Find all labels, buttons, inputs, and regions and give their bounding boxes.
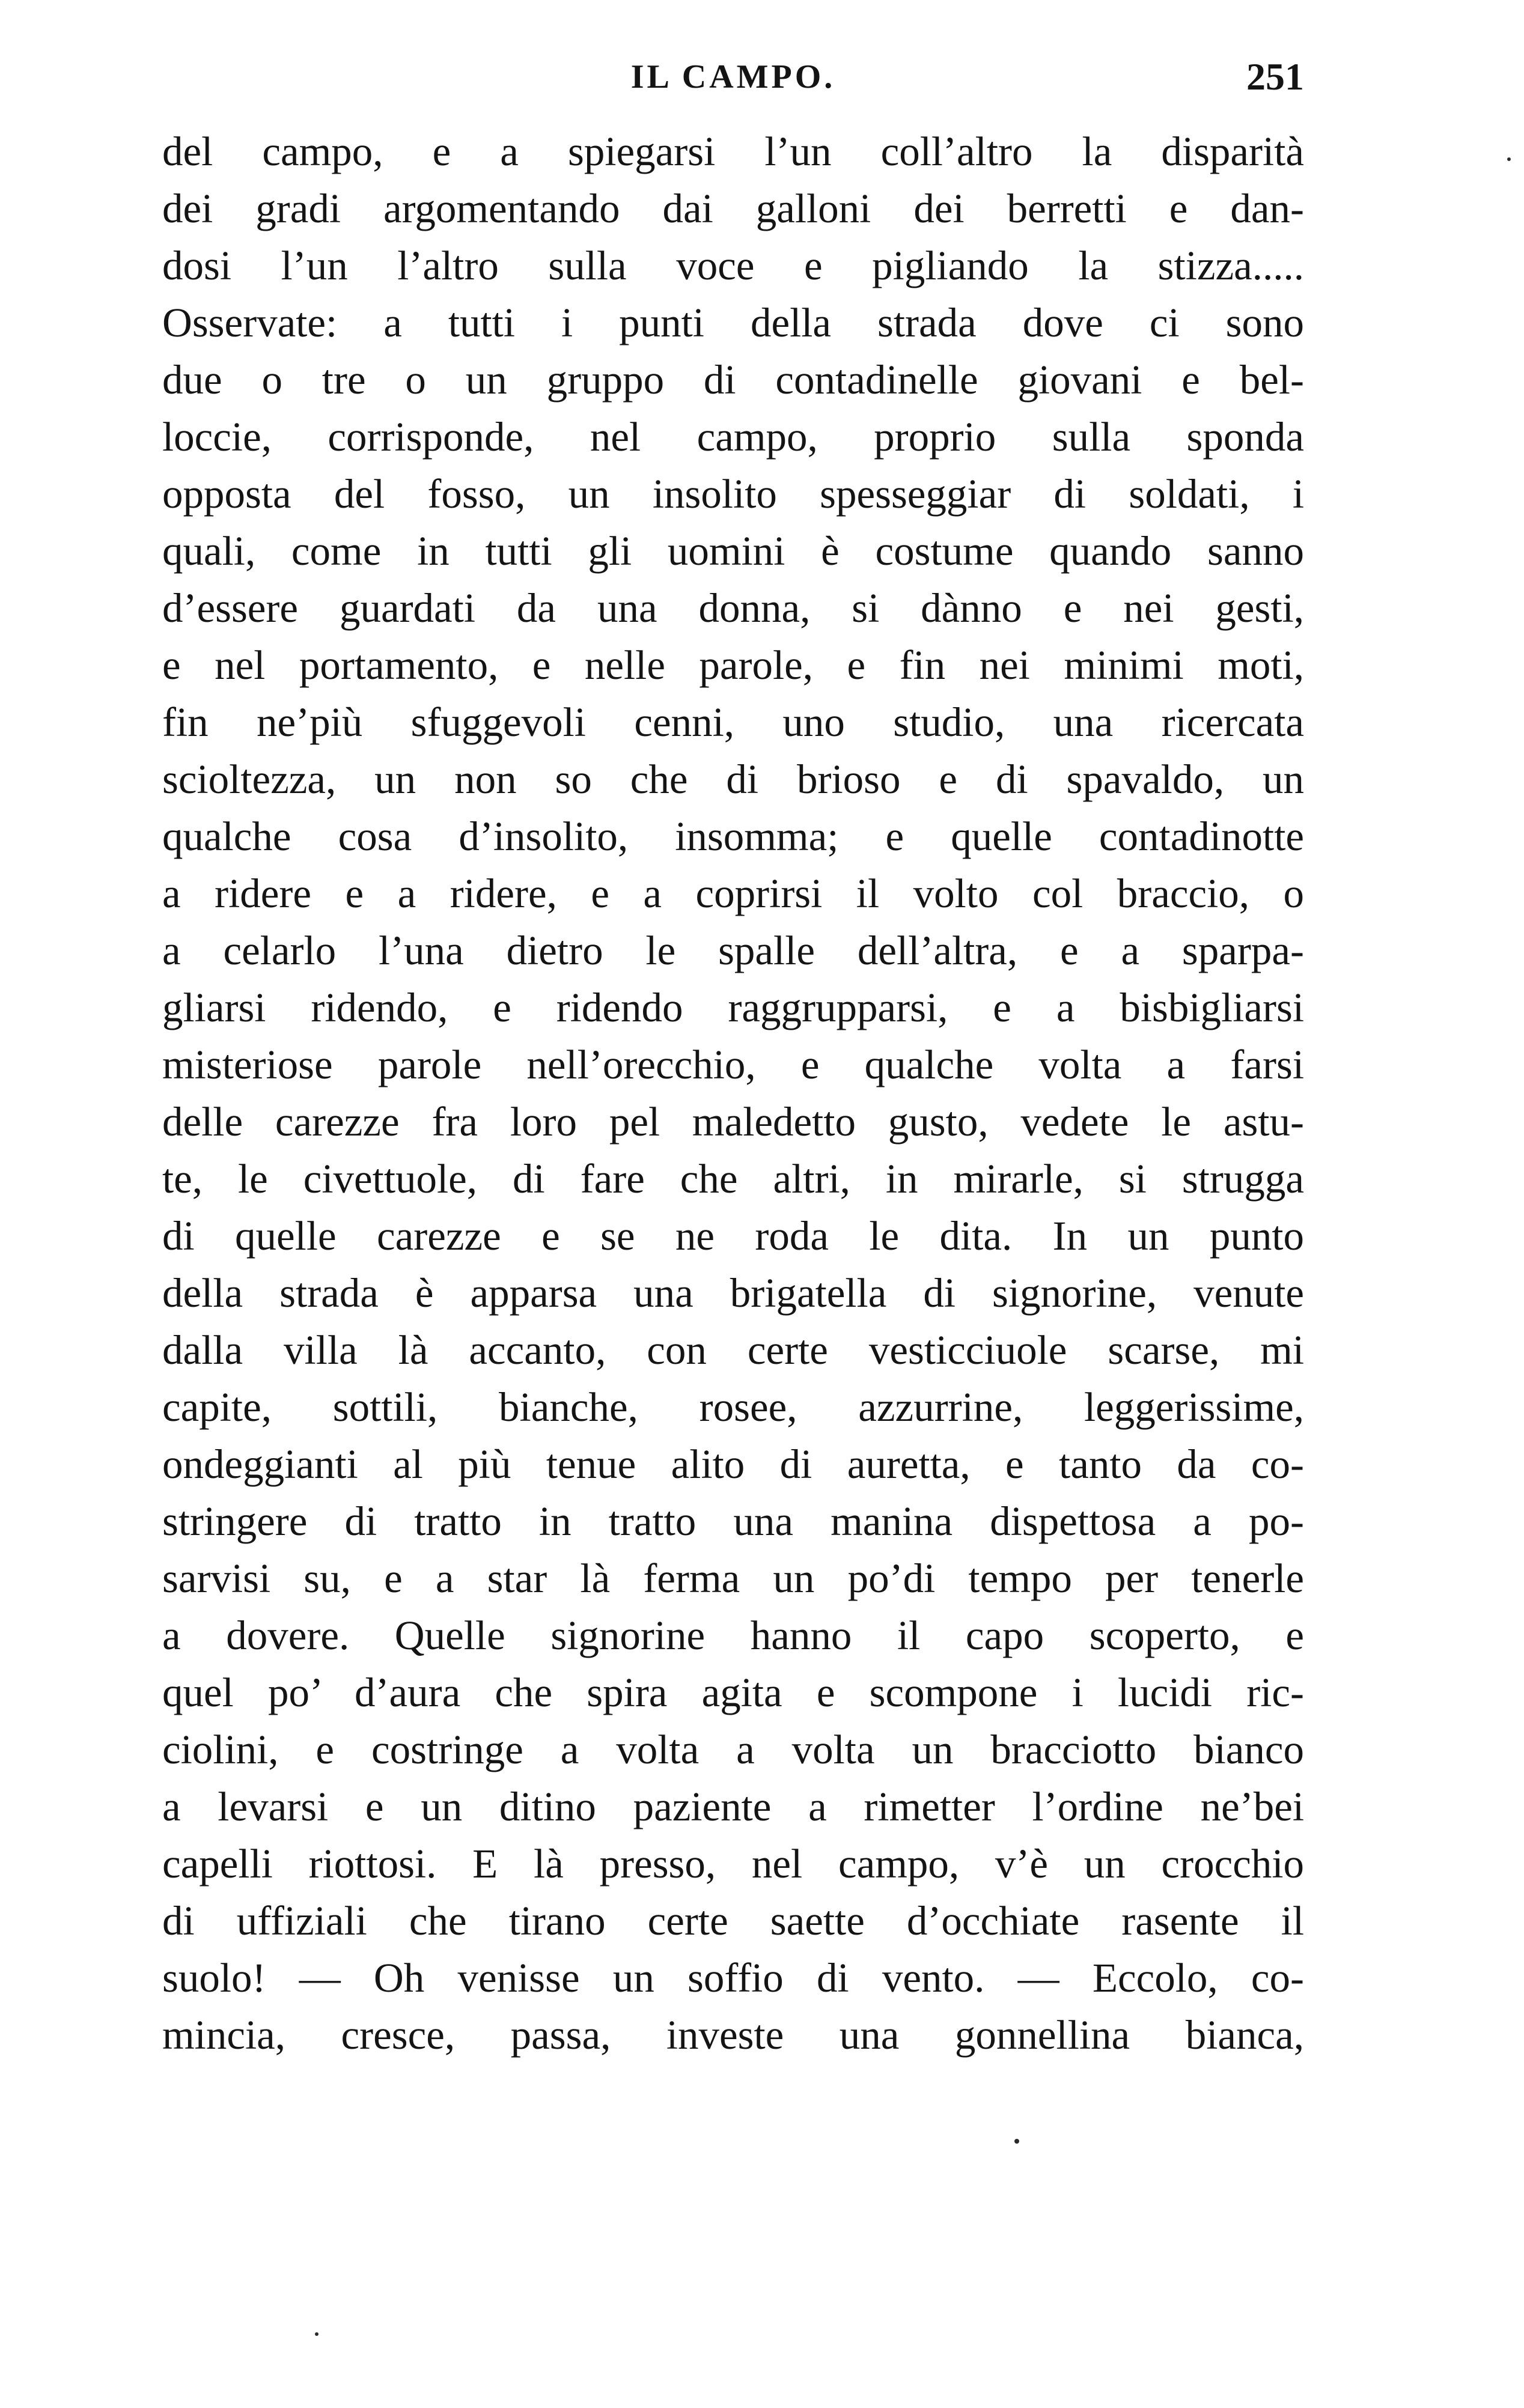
- running-head: [162, 53, 1304, 101]
- scan-speck: [1507, 157, 1511, 161]
- text-line: capelli riottosi. E là presso, nel campo, v’è un crocchio: [162, 1841, 1304, 1887]
- text-line: ondeggianti al più tenue alito di auretta, e tanto da co-: [162, 1441, 1304, 1487]
- scan-speck: [1014, 2139, 1019, 2144]
- text-line: a levarsi e un ditino paziente a rimetter l’ordine ne’bei: [162, 1784, 1304, 1829]
- text-line: loccie, corrisponde, nel campo, proprio sulla sponda: [162, 414, 1304, 460]
- text-line: delle carezze fra loro pel maledetto gusto, vedete le astu-: [162, 1099, 1304, 1145]
- text-line: dosi l’un l’altro sulla voce e pigliando la stizza.....: [162, 243, 1304, 288]
- text-line: di quelle carezze e se ne roda le dita. In un punto: [162, 1213, 1304, 1259]
- text-line: capite, sottili, bianche, rosee, azzurrine, leggerissime,: [162, 1384, 1304, 1430]
- text-line: gliarsi ridendo, e ridendo raggrupparsi, e a bisbigliarsi: [162, 985, 1304, 1030]
- text-line: quel po’ d’aura che spira agita e scompone i lucidi ric-: [162, 1670, 1304, 1715]
- text-line: stringere di tratto in tratto una manina dispettosa a po-: [162, 1498, 1304, 1544]
- scan-speck: [315, 2332, 319, 2336]
- text-line: e nel portamento, e nelle parole, e fin nei minimi moti,: [162, 642, 1304, 688]
- text-line: suolo! — Oh venisse un soffio di vento. — Eccolo, co-: [162, 1955, 1304, 2001]
- text-line: ciolini, e costringe a volta a volta un bracciotto bianco: [162, 1727, 1304, 1772]
- text-line: scioltezza, un non so che di brioso e di spavaldo, un: [162, 756, 1304, 802]
- text-line: due o tre o un gruppo di contadinelle giovani e bel-: [162, 357, 1304, 403]
- text-line: a dovere. Quelle signorine hanno il capo scoperto, e: [162, 1613, 1304, 1658]
- text-line: della strada è apparsa una brigatella di signorine, venute: [162, 1270, 1304, 1316]
- text-line: fin ne’più sfuggevoli cenni, uno studio, una ricercata: [162, 699, 1304, 745]
- text-line: mincia, cresce, passa, investe una gonnellina bianca,: [162, 2012, 1304, 2058]
- text-line: sarvisi su, e a star là ferma un po’di tempo per tenerle: [162, 1555, 1304, 1601]
- text-line: del campo, e a spiegarsi l’un coll’altro la disparità: [162, 129, 1304, 174]
- text-line: quali, come in tutti gli uomini è costume quando sanno: [162, 528, 1304, 574]
- text-line: opposta del fosso, un insolito spesseggiar di soldati, i: [162, 471, 1304, 517]
- text-line: te, le civettuole, di fare che altri, in mirarle, si strugga: [162, 1156, 1304, 1202]
- text-line: Osservate: a tutti i punti della strada dove ci sono: [162, 300, 1304, 345]
- text-line: a celarlo l’una dietro le spalle dell’altra, e a sparpa-: [162, 928, 1304, 973]
- text-line: misteriose parole nell’orecchio, e qualche volta a farsi: [162, 1042, 1304, 1087]
- text-line: a ridere e a ridere, e a coprirsi il volto col braccio, o: [162, 871, 1304, 916]
- text-line: di uffiziali che tirano certe saette d’occhiate rasente il: [162, 1898, 1304, 1944]
- chapter-title: IL CAMPO.: [630, 58, 836, 96]
- body-text: [162, 123, 1304, 2064]
- text-line: dei gradi argomentando dai galloni dei berretti e dan-: [162, 186, 1304, 231]
- page-number: 251: [1246, 55, 1304, 98]
- text-line: d’essere guardati da una donna, si dànno e nei gesti,: [162, 585, 1304, 631]
- text-line: qualche cosa d’insolito, insomma; e quelle contadinotte: [162, 813, 1304, 859]
- text-line: dalla villa là accanto, con certe vesticciuole scarse, mi: [162, 1327, 1304, 1373]
